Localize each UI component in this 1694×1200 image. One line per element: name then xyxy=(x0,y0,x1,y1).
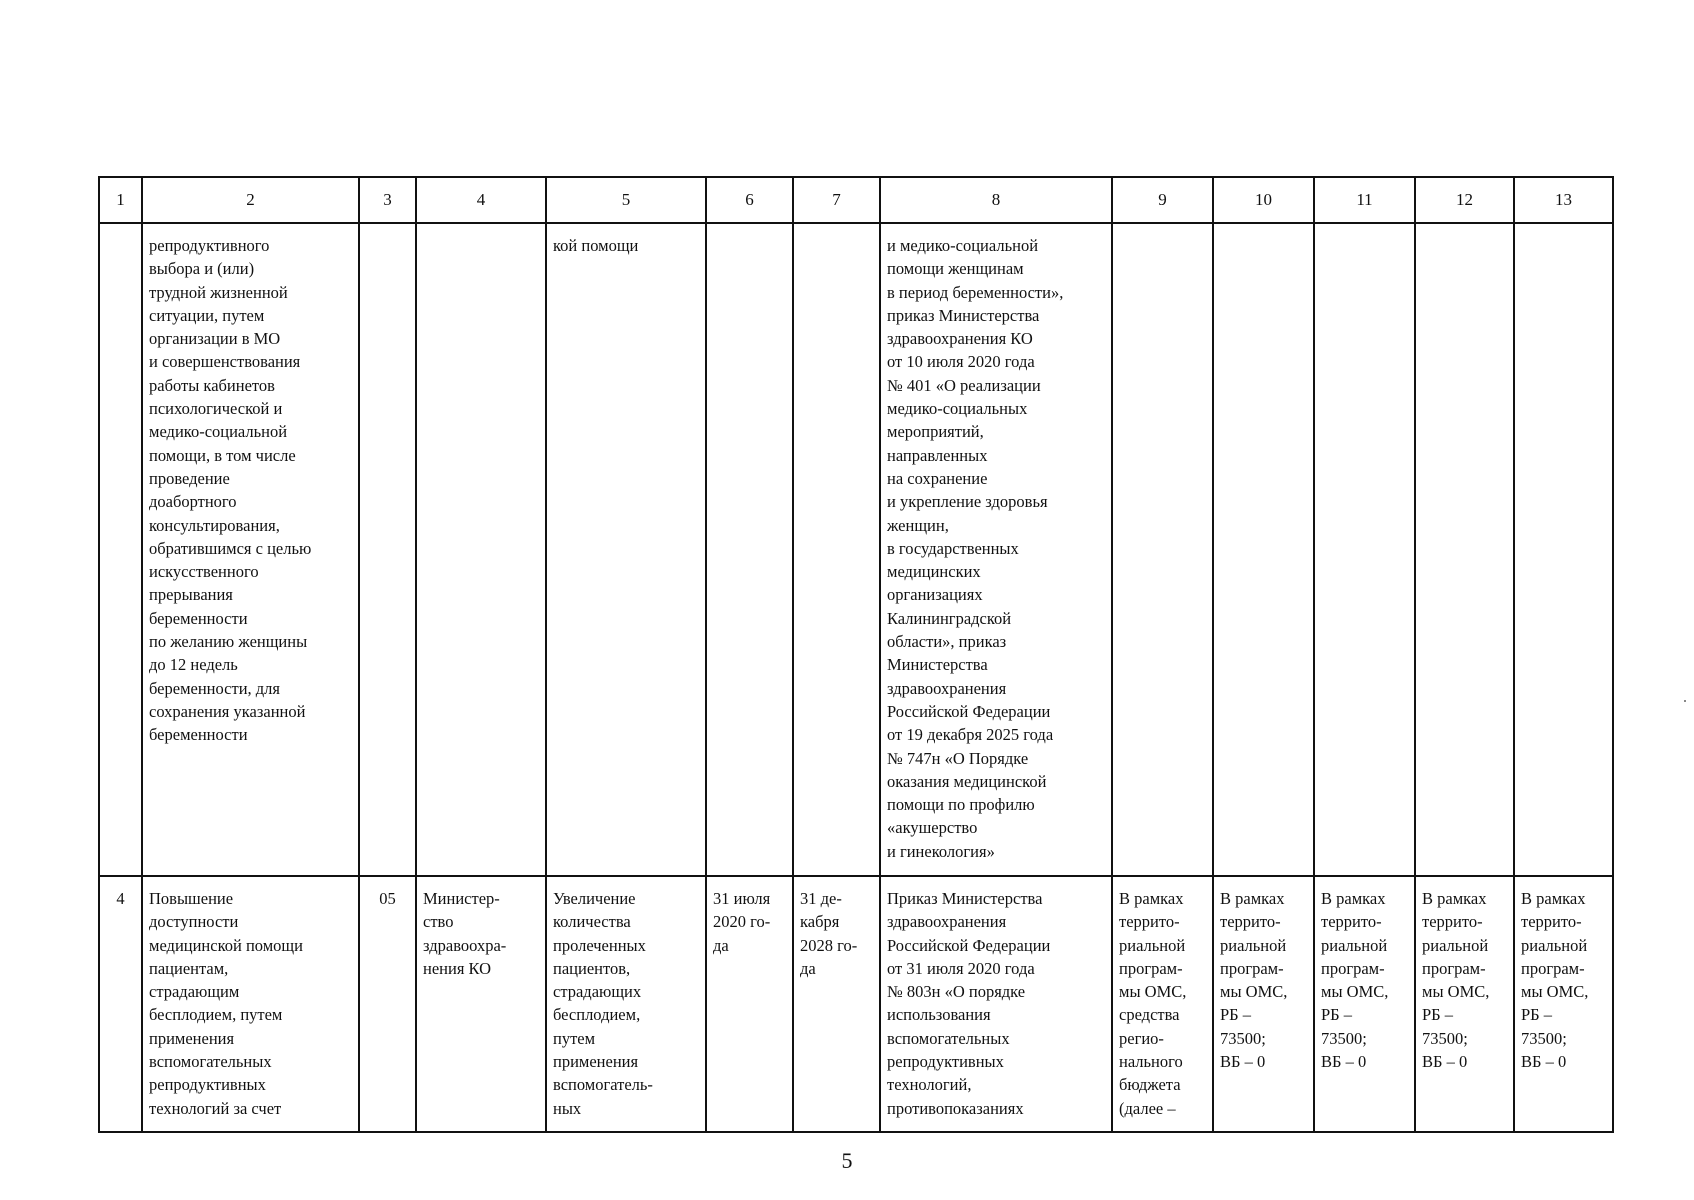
cell-text-line: медико-социальной xyxy=(149,422,288,442)
cell-text-line: медицинской помощи xyxy=(149,935,303,955)
cell-text-line: вспомогатель- xyxy=(553,1075,653,1095)
table-cell xyxy=(793,876,880,1132)
column-header: 6 xyxy=(706,177,793,223)
cell-text-line: террито- xyxy=(1321,912,1382,932)
cell-text-line: от 31 июля 2020 года xyxy=(887,958,1035,978)
cell-text-line: програм- xyxy=(1321,958,1385,978)
cell-text-line: беременности xyxy=(149,608,248,628)
cell-text-line: 05 xyxy=(379,889,396,908)
cell-text-line: риальной xyxy=(1321,935,1388,955)
cell-text-line: террито- xyxy=(1220,912,1281,932)
table-cell xyxy=(99,223,142,876)
cell-text-line: женщин, xyxy=(887,515,949,535)
cell-text-line: средства xyxy=(1119,1005,1180,1025)
cell-text-line: 73500; xyxy=(1220,1028,1266,1048)
cell-text-line: здравоохранения КО xyxy=(887,329,1033,349)
cell-text-line: организациях xyxy=(887,585,983,605)
table-cell xyxy=(1415,876,1514,1132)
cell-text-line: организации в МО xyxy=(149,329,281,349)
table-cell xyxy=(880,876,1112,1132)
cell-text-line: террито- xyxy=(1119,912,1180,932)
column-header: 4 xyxy=(416,177,546,223)
cell-text-line: ВБ – 0 xyxy=(1521,1052,1567,1072)
table-cell xyxy=(1213,876,1314,1132)
cell-text-line: количества xyxy=(553,912,631,932)
cell-text-line: технологий, xyxy=(887,1075,972,1095)
cell-text-line: пролеченных xyxy=(553,935,646,955)
cell-text-line: РБ – xyxy=(1521,1005,1553,1025)
cell-text-line: работы кабинетов xyxy=(149,375,275,395)
table-cell xyxy=(706,223,793,876)
cell-text-line: В рамках xyxy=(1119,889,1184,908)
table-cell xyxy=(359,223,416,876)
cell-text-line: мы ОМС, xyxy=(1321,982,1389,1002)
cell-text-line: риальной xyxy=(1220,935,1287,955)
cell-text-line: репродуктивного xyxy=(149,236,270,255)
cell-text-line: ство xyxy=(423,912,454,932)
table-cell xyxy=(793,223,880,876)
cell-text-line: нения КО xyxy=(423,958,492,978)
cell-text-line: 2028 го- xyxy=(800,935,858,955)
cell-text-line: В рамках xyxy=(1422,889,1487,908)
table-cell xyxy=(142,876,359,1132)
cell-text-line: и медико-социальной xyxy=(887,236,1039,255)
cell-text-line: здравоохра- xyxy=(423,935,507,955)
cell-text-line: Увеличение xyxy=(553,889,636,908)
cell-text-line: применения xyxy=(553,1052,639,1072)
cell-text-line: мы ОМС, xyxy=(1220,982,1288,1002)
cell-text-line: области», приказ xyxy=(887,632,1007,652)
cell-text-line: 73500; xyxy=(1321,1028,1367,1048)
cell-text-line: психологической и xyxy=(149,399,283,419)
cell-text-line: технологий за счет xyxy=(149,1098,282,1118)
table-cell xyxy=(359,876,416,1132)
cell-text-line: пациентам, xyxy=(149,958,229,978)
cell-text-line: РБ – xyxy=(1321,1005,1353,1025)
cell-text-line: Калининградской xyxy=(887,608,1012,628)
cell-text-line: ВБ – 0 xyxy=(1422,1052,1468,1072)
column-header: 10 xyxy=(1213,177,1314,223)
column-header: 12 xyxy=(1415,177,1514,223)
cell-text-line: репродуктивных xyxy=(149,1075,266,1095)
cell-text-line: искусственного xyxy=(149,562,259,582)
cell-text-line: ситуации, путем xyxy=(149,305,265,325)
cell-text-line: мы ОМС, xyxy=(1521,982,1589,1002)
cell-text-line: использования xyxy=(887,1005,991,1025)
cell-text-line: беременности, для xyxy=(149,678,280,698)
cell-text-line: 73500; xyxy=(1521,1028,1567,1048)
cell-text-line: да xyxy=(800,958,816,978)
cell-text-line: страдающих xyxy=(553,982,642,1002)
table-cell xyxy=(546,223,706,876)
table-cell xyxy=(99,876,142,1132)
cell-text-line: кой помощи xyxy=(553,236,639,255)
cell-text-line: № 747н «О Порядке xyxy=(887,748,1029,768)
column-header: 7 xyxy=(793,177,880,223)
cell-text-line: здравоохранения xyxy=(887,678,1007,698)
cell-text-line: до 12 недель xyxy=(149,655,238,675)
cell-text-line: мы ОМС, xyxy=(1422,982,1490,1002)
column-header: 13 xyxy=(1514,177,1613,223)
cell-text-line: 31 июля xyxy=(713,889,771,908)
cell-text-line: медико-социальных xyxy=(887,399,1028,419)
cell-text-line: 4 xyxy=(116,889,125,908)
table-row xyxy=(99,876,1613,1132)
cell-text-line: 31 де- xyxy=(800,889,842,908)
cell-text-line: Министер- xyxy=(423,889,500,908)
cell-text-line: ВБ – 0 xyxy=(1220,1052,1266,1072)
cell-text-line: В рамках xyxy=(1521,889,1586,908)
cell-text-line: В рамках xyxy=(1321,889,1386,908)
cell-text-line: помощи, в том числе xyxy=(149,445,296,465)
cell-text-line: оказания медицинской xyxy=(887,771,1047,791)
cell-text-line: помощи по профилю xyxy=(887,795,1035,815)
column-header: 1 xyxy=(99,177,142,223)
cell-text-line: террито- xyxy=(1521,912,1582,932)
cell-text-line: Российской Федерации xyxy=(887,935,1051,955)
cell-text-line: консультирования, xyxy=(149,515,280,535)
column-header: 8 xyxy=(880,177,1112,223)
cell-text-line: кабря xyxy=(800,912,840,932)
cell-text-line: ных xyxy=(553,1098,582,1118)
table-cell xyxy=(1415,223,1514,876)
column-header: 9 xyxy=(1112,177,1213,223)
table-cell xyxy=(546,876,706,1132)
table-cell xyxy=(1314,876,1415,1132)
cell-text-line: РБ – xyxy=(1220,1005,1252,1025)
cell-text-line: в период беременности», xyxy=(887,282,1064,302)
cell-text-line: и совершенствования xyxy=(149,352,301,372)
scan-speck xyxy=(1684,700,1686,702)
cell-text-line: нального xyxy=(1119,1052,1183,1072)
cell-text-line: мероприятий, xyxy=(887,422,984,442)
cell-text-line: вспомогательных xyxy=(149,1052,272,1072)
cell-text-line: № 401 «О реализации xyxy=(887,375,1041,395)
cell-text-line: здравоохранения xyxy=(887,912,1007,932)
cell-text-line: РБ – xyxy=(1422,1005,1454,1025)
cell-text-line: проведение xyxy=(149,468,230,488)
cell-text-line: регио- xyxy=(1119,1028,1164,1048)
cell-text-line: Министерства xyxy=(887,655,988,675)
cell-text-line: 73500; xyxy=(1422,1028,1468,1048)
cell-text-line: доабортного xyxy=(149,492,237,512)
cell-text-line: 2020 го- xyxy=(713,912,771,932)
cell-text-line: путем xyxy=(553,1028,596,1048)
cell-text-line: от 10 июля 2020 года xyxy=(887,352,1035,372)
cell-text-line: беременности xyxy=(149,725,248,745)
cell-text-line: програм- xyxy=(1220,958,1284,978)
table-cell xyxy=(1213,223,1314,876)
table-cell xyxy=(1514,223,1613,876)
cell-text-line: пациентов, xyxy=(553,958,631,978)
cell-text-line: противопоказаниях xyxy=(887,1098,1024,1118)
cell-text-line: Российской Федерации xyxy=(887,701,1051,721)
cell-text-line: риальной xyxy=(1521,935,1588,955)
cell-text-line: по желанию женщины xyxy=(149,632,308,652)
cell-text-line: страдающим xyxy=(149,982,240,1002)
plan-table xyxy=(98,176,1614,1133)
cell-text-line: № 803н «О порядке xyxy=(887,982,1026,1002)
table-cell xyxy=(1314,223,1415,876)
table-cell xyxy=(416,223,546,876)
column-header: 5 xyxy=(546,177,706,223)
cell-text-line: медицинских xyxy=(887,562,981,582)
cell-text-line: Повышение xyxy=(149,889,234,908)
cell-text-line: мы ОМС, xyxy=(1119,982,1187,1002)
cell-text-line: трудной жизненной xyxy=(149,282,288,302)
cell-text-line: и укрепление здоровья xyxy=(887,492,1048,512)
table-row xyxy=(99,223,1613,876)
table-cell xyxy=(1112,223,1213,876)
cell-text-line: на сохранение xyxy=(887,468,988,488)
cell-text-line: «акушерство xyxy=(887,818,978,838)
cell-text-line: прерывания xyxy=(149,585,233,605)
cell-text-line: ВБ – 0 xyxy=(1321,1052,1367,1072)
cell-text-line: и гинекология» xyxy=(887,841,995,861)
cell-text-line: (далее – xyxy=(1119,1098,1176,1118)
cell-text-line: програм- xyxy=(1422,958,1486,978)
cell-text-line: да xyxy=(713,935,729,955)
column-header: 2 xyxy=(142,177,359,223)
cell-text-line: Приказ Министерства xyxy=(887,889,1043,908)
cell-text-line: от 19 декабря 2025 года xyxy=(887,725,1054,745)
cell-text-line: помощи женщинам xyxy=(887,259,1024,279)
cell-text-line: обратившимся с целью xyxy=(149,538,312,558)
cell-text-line: направленных xyxy=(887,445,988,465)
table-cell xyxy=(1112,876,1213,1132)
cell-text-line: бесплодием, путем xyxy=(149,1005,283,1025)
table-cell xyxy=(142,223,359,876)
column-header: 3 xyxy=(359,177,416,223)
cell-text-line: риальной xyxy=(1422,935,1489,955)
cell-text-line: репродуктивных xyxy=(887,1052,1004,1072)
cell-text-line: бесплодием, xyxy=(553,1005,641,1025)
cell-text-line: приказ Министерства xyxy=(887,305,1040,325)
cell-text-line: риальной xyxy=(1119,935,1186,955)
cell-text-line: програм- xyxy=(1119,958,1183,978)
cell-text-line: бюджета xyxy=(1119,1075,1181,1095)
cell-text-line: в государственных xyxy=(887,538,1019,558)
cell-text-line: В рамках xyxy=(1220,889,1285,908)
cell-text-line: доступности xyxy=(149,912,239,932)
header-row xyxy=(99,177,1613,223)
page-number: 5 xyxy=(841,1148,853,1173)
cell-text-line: сохранения указанной xyxy=(149,701,306,721)
table-cell xyxy=(706,876,793,1132)
cell-text-line: вспомогательных xyxy=(887,1028,1010,1048)
cell-text-line: програм- xyxy=(1521,958,1585,978)
table-cell xyxy=(880,223,1112,876)
table-cell xyxy=(416,876,546,1132)
cell-text-line: выбора и (или) xyxy=(149,259,255,279)
table-cell xyxy=(1514,876,1613,1132)
column-header: 11 xyxy=(1314,177,1415,223)
cell-text-line: террито- xyxy=(1422,912,1483,932)
cell-text-line: применения xyxy=(149,1028,235,1048)
